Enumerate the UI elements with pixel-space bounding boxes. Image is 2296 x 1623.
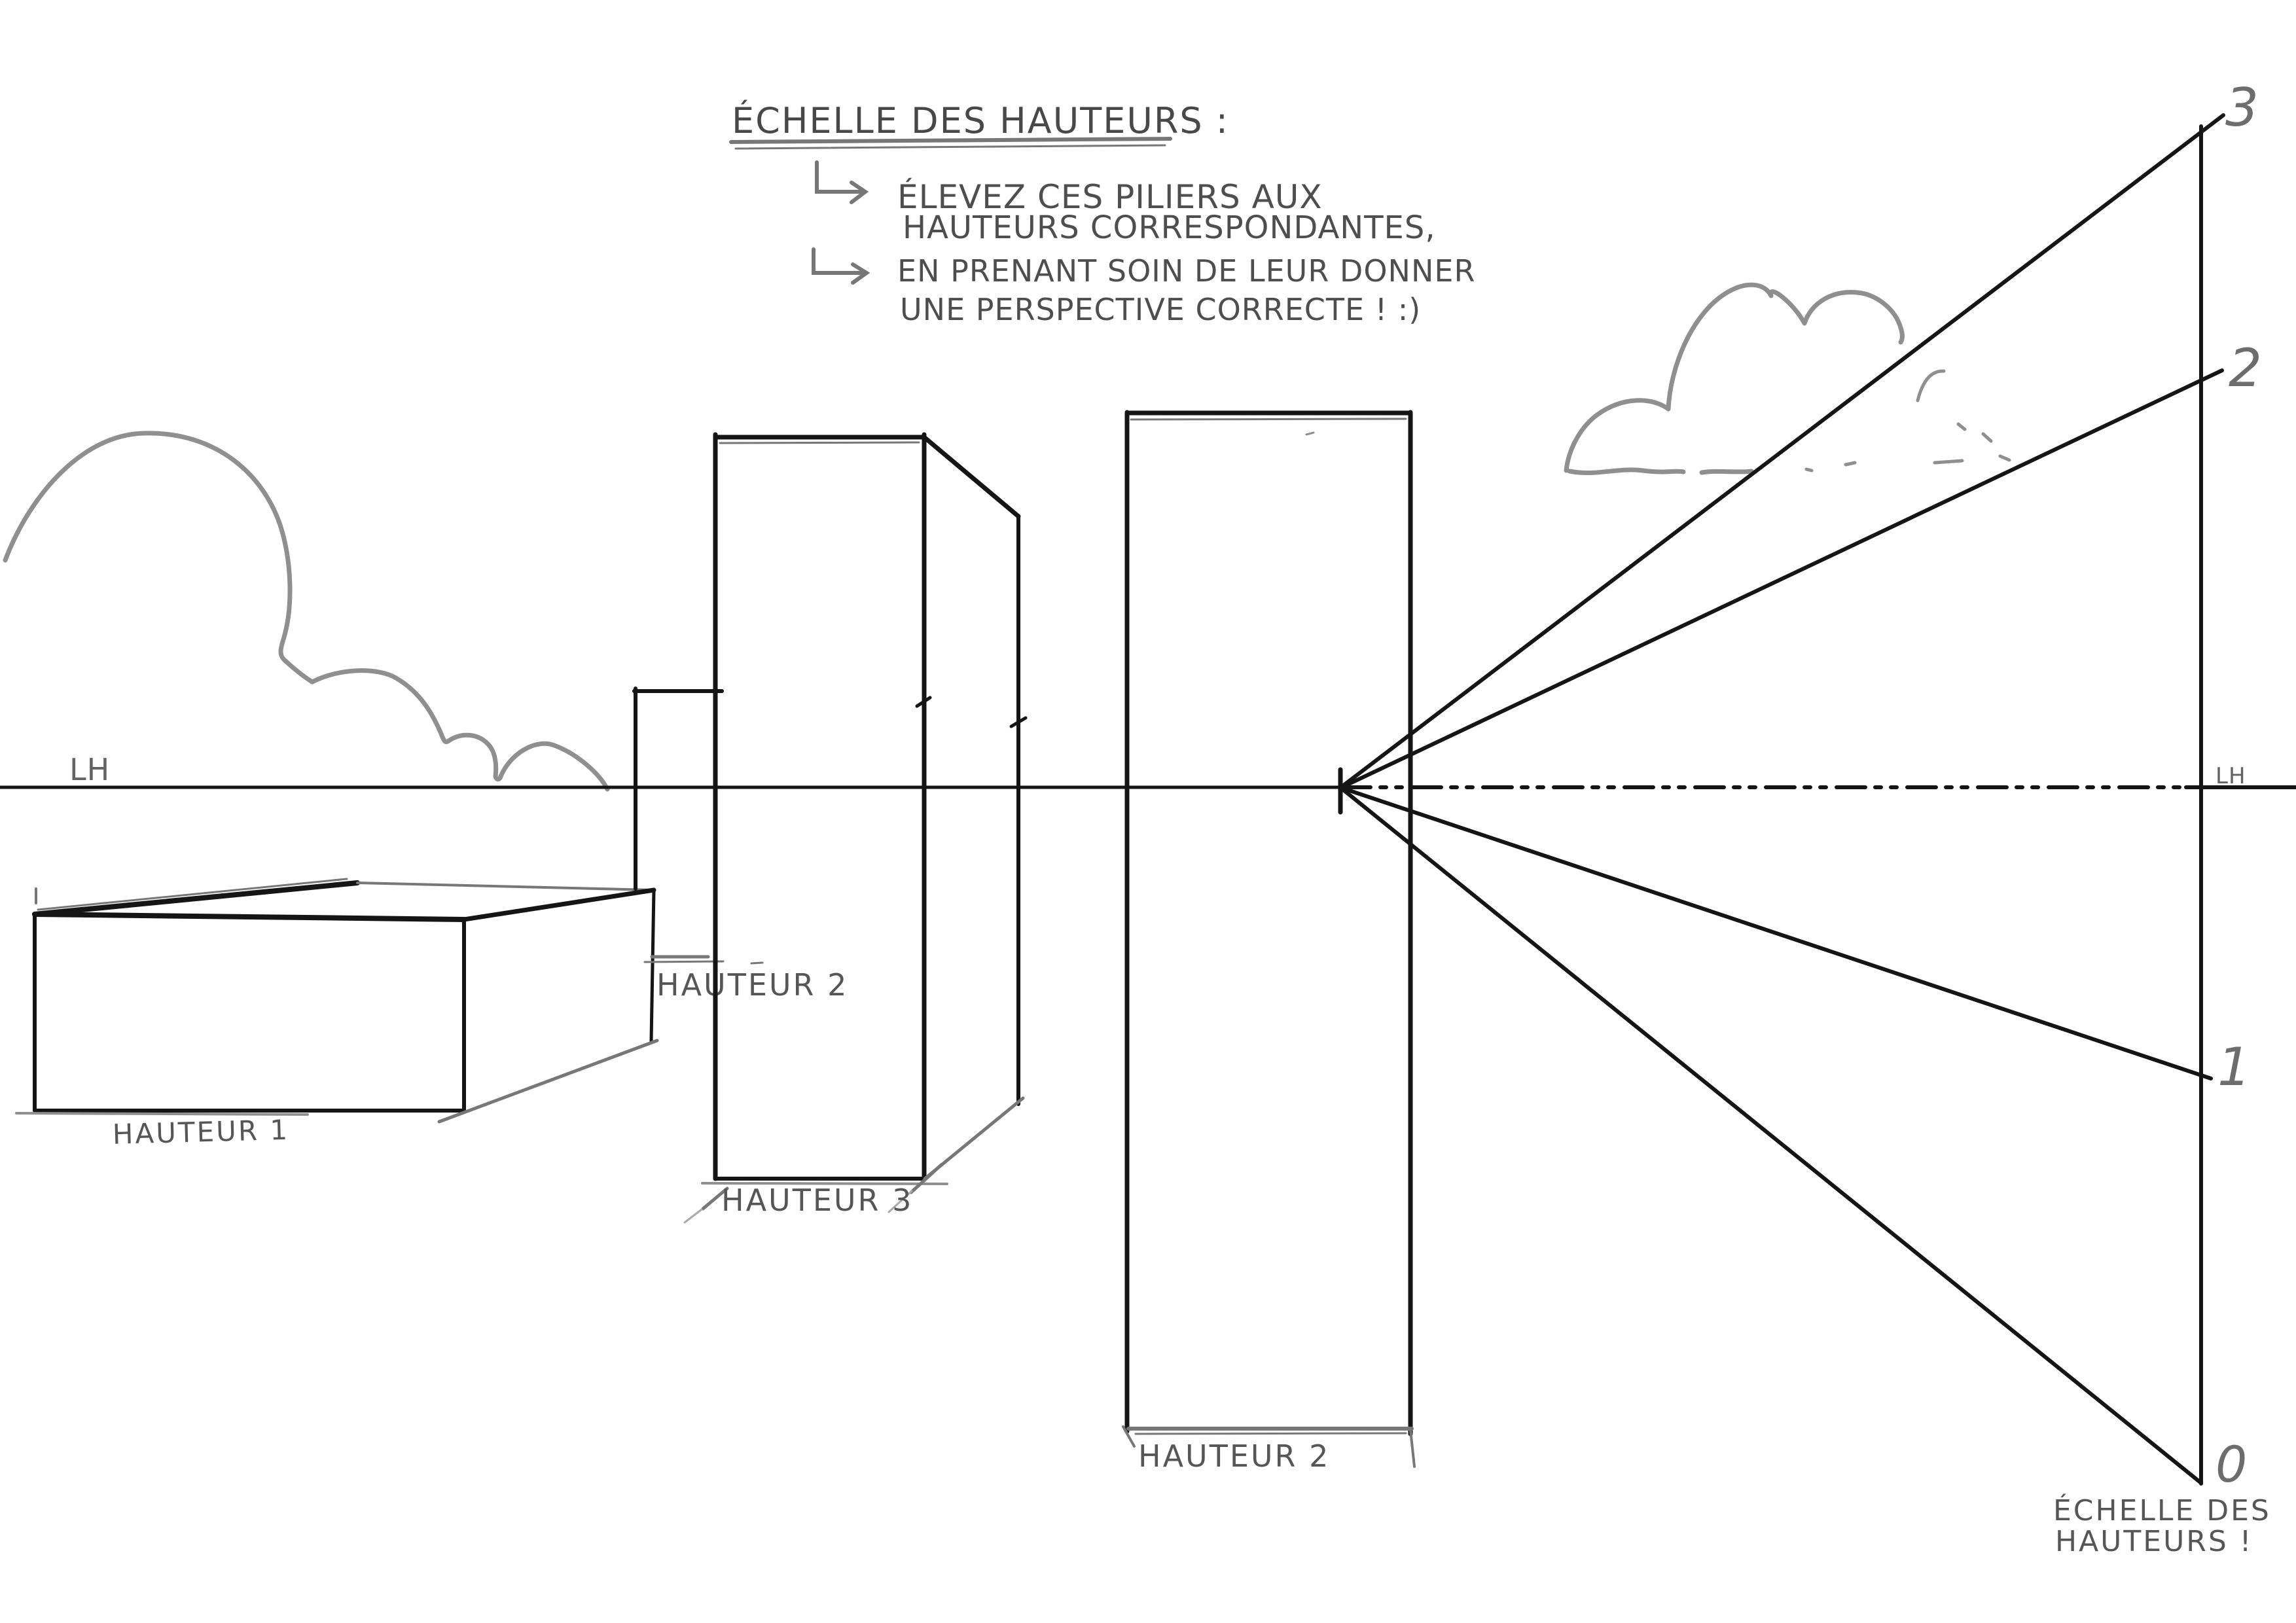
pillar2-label: HAUTEUR 2	[656, 967, 849, 1003]
scale-caption-line-1: ÉCHELLE DES	[2053, 1494, 2271, 1527]
ray-to-3	[1342, 115, 2223, 787]
scale-mark-0: 0	[2215, 1435, 2248, 1493]
box2-label: HAUTEUR 2	[1138, 1438, 1331, 1474]
pillar2-base-line-2	[645, 961, 762, 963]
box2-corner-tick-right	[1410, 1430, 1414, 1467]
box-hauteur-1	[16, 879, 657, 1150]
box1-top-right-edge	[464, 890, 654, 919]
ray-to-2	[1342, 370, 2222, 787]
horizon-label-left: LH	[69, 752, 111, 787]
box1-back-right-edge	[651, 890, 654, 1041]
bullet-arrow-icon	[817, 162, 865, 202]
box1-top-front-edge	[35, 914, 464, 919]
scale-mark-1: 1	[2217, 1037, 2251, 1097]
title-underline-2	[736, 145, 1165, 149]
box-hauteur-3	[685, 435, 1026, 1222]
scale-mark-2: 2	[2229, 338, 2262, 399]
box1-top-left-double	[38, 879, 347, 910]
box2-top-speck	[1306, 433, 1314, 435]
box3-label: HAUTEUR 3	[721, 1183, 914, 1218]
page-title: ÉCHELLE DES HAUTEURS :	[732, 100, 1230, 141]
instruction-line-2: HAUTEURS CORRESPONDANTES,	[903, 209, 1436, 246]
box3-top-slant-edge	[924, 437, 1018, 516]
horizon-label-right: LH	[2215, 763, 2246, 789]
instruction-line-3: EN PRENANT SOIN DE LEUR DONNER	[897, 253, 1476, 289]
left-cloud	[5, 433, 607, 789]
box2-bottom-sketch	[1136, 1433, 1406, 1434]
pillar-hauteur-2	[634, 688, 848, 1003]
title-block	[731, 100, 1475, 327]
box1-top-back-edge	[357, 883, 654, 890]
ray-to-0	[1342, 789, 2201, 1483]
box3-top-edge-double	[720, 442, 919, 443]
box1-label: HAUTEUR 1	[112, 1113, 290, 1150]
clouds	[5, 285, 2009, 789]
right-cloud-sketch-marks	[1806, 371, 2009, 471]
ray-to-1	[1342, 788, 2211, 1079]
instruction-line-4: UNE PERSPECTIVE CORRECTE ! :)	[900, 292, 1422, 327]
right-cloud	[1566, 285, 1902, 473]
height-scale	[1342, 77, 2271, 1558]
instruction-line-1: ÉLEVEZ CES PILIERS AUX	[897, 178, 1323, 216]
box-hauteur-2-center	[1123, 412, 1414, 1474]
scale-caption-line-2: HAUTEURS !	[2055, 1525, 2253, 1558]
box3-corner-hatch-left-2	[685, 1209, 702, 1222]
scale-mark-3: 3	[2225, 77, 2259, 138]
box1-bottom-back-edge	[439, 1041, 657, 1122]
horizon	[0, 752, 2296, 812]
box1-top-left-edge	[35, 883, 357, 914]
bullet-arrow-icon-2	[814, 249, 867, 283]
